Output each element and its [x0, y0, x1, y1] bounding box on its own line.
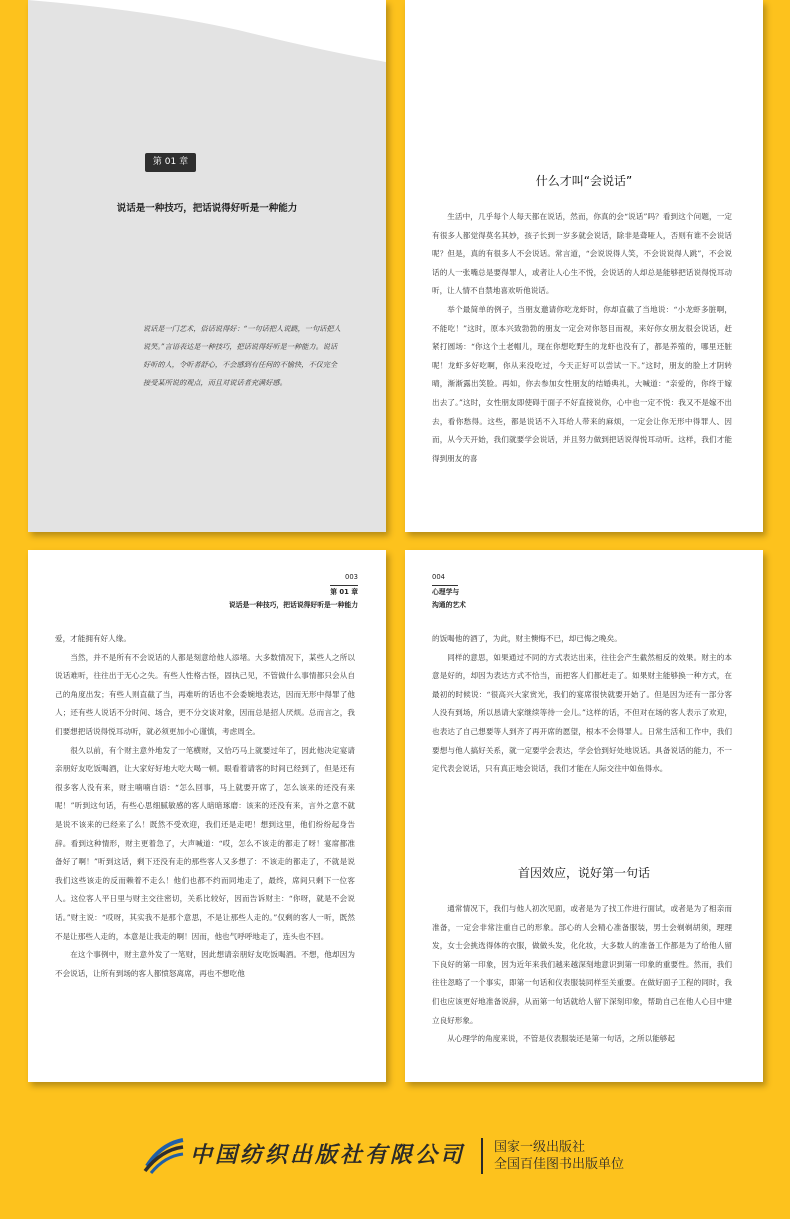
paragraph: 很久以前，有个财主意外地发了一笔横财，又恰巧马上就要过年了，因此他决定宴请亲朋好友吃饭喝酒，让大家好好地大吃大喝一顿。眼看着请客的时间已经到了，但是还有很多客人没有来，财主喃喃自语：“怎么回事，马上就要开席了，怎么该来的还没有来呢！”听到这句话，有些心思细腻敏感的客人暗暗琢磨：该来的还没有来，言外之意不就是说不该来的已经来了么！既然不受欢迎，我们还是走吧！想到这里，他们纷纷起身告辞。看到这种情形，财主更着急了，大声喊道：“哎，怎么不该走的都走了呀！宴席都准备好了啊！”听到这话，剩下还没有走的那些客人又多想了：不该走的都走了，不就是说我们这些该走的反而赖着不走么！他们也都不约而同地走了，最终，席间只剩下一位客人。这位客人平日里与财主交往密切，关系比较好，因而告诉财主：“你呀，就是不会说话。”财主说：“哎呀，其实我不是那个意思，不是让那些人走的。”仅剩的客人一听，既然不是让那些人走的，本意是让我走的啊！因而，他也气呼呼地走了，连头也不回。: [55, 745, 355, 941]
footer-divider: [481, 1138, 483, 1174]
header-line-2: 沟通的艺术: [432, 601, 466, 609]
paragraph: 同样的意思，如果通过不同的方式表达出来，往往会产生截然相反的效果。财主的本意是好的，却因为表达方式不恰当，而把客人们都赶走了。如果财主能够换一种方式，在最初的时候说：“很高兴大家赏光，我们的宴席很快就要开始了。但是因为还有一部分客人没有到场，所以恳请大家继续等待一会儿。”这样的话，不但对在场的客人表示了欢迎，也表达了自己想要等人到齐了再开席的愿望，根本不会得罪人。日常生活和工作中，我们要想与他人搞好关系，就一定要学会表达，学会恰到好处地说话。具备说话的能力，不一定代表会说话，只有真正地会说话，我们才能在人际交往中如鱼得水。: [432, 652, 732, 774]
paragraph: 当然，并不是所有不会说话的人都是刻意给他人添堵。大多数情况下，某些人之所以说话难听，往往出于无心之失。有些人性格古怪，固执己见，不管做什么事情都只会从自己的角度出发；有些人则直截了当，再难听的话也不会委婉地表达，因而无形中得罪了他人；还有些人说话不分时间、场合，更不分交谈对象，因而总是招人厌烦。总而言之，我们要想把话说得悦耳动听，就必须更加小心谨慎，考虑周全。: [55, 652, 355, 736]
page-body: [55, 630, 355, 983]
paragraph: 通常情况下，我们与他人初次见面，或者是为了找工作进行面试，或者是为了相亲而准备，一定会非常注重自己的形象。部心的人会精心准备服装，男士会剃剃胡须，理理发，女士会挑选得体的衣服，做做头发，化化妆，大多数人的准备工作都是为了给他人留下良好的第一印象，因为近年来我们越来越深刻地意识到第一印象的重要性。然而，我们往往忽略了一个事实，即第一句话和仪表服装同样至关重要。在做好面子工程的同时，我们也应该更好地准备说辞，从而第一句话就给人留下深刻印象，帮助自己在他人心目中建立良好形象。: [432, 904, 732, 1025]
chapter-intro: 说话是一门艺术，俗话说得好：“一句话把人说跳，一句话把人说笑。”言语表达是一种技巧，把话说得好听是一种能力。说话好听的人，令听者舒心，不会感到有任何的不愉快，不仅完全接受某所说的观点，而且对说话者充满好感。: [143, 324, 341, 387]
section-title: 什么才叫“会说话”: [535, 174, 633, 188]
chapter-cover-page: [28, 0, 386, 532]
page-number: 003: [330, 571, 358, 586]
publisher-footer: [0, 1130, 790, 1190]
page-number: 004: [432, 571, 458, 586]
publisher-slogan: [494, 1139, 624, 1173]
page-body: [432, 208, 732, 468]
header-chapter-title: 说话是一种技巧，把话说得好听是一种能力: [228, 601, 358, 609]
paragraph: 爱，才能拥有好人缘。: [55, 634, 131, 643]
paragraph: 举个最简单的例子，当朋友邀请你吃龙虾时，你却直截了当地说：“小龙虾多脏啊，不能吃！”这时，原本兴致勃勃的朋友一定会对你怒目而视，来好你女朋友很会说话，赶紧打圆场：“你这个土老帽儿，现在你想吃野生的龙虾也没有了，都是养殖的，哪里还脏呢！龙虾多好吃啊，你从来没吃过，今天正好可以尝试一下。”这时，朋友的脸上才阴转晴，渐渐露出笑脸。再如，你去参加女性朋友的结婚典礼，大喊道：“亲爱的，你终于嫁出去了。”这时，女性朋友即使碍于面子不好直接说你，心中也一定不悦：我又不是嫁不出去，看你愁得。这些，都是说话不入耳给人带来的麻烦，一定会让你无形中得罪人、因而，从今天开始，我们就要学会说话，并且努力做到把话说得悦耳动听。这样，我们才能得到朋友的喜: [432, 304, 732, 463]
paragraph: 的饭喝他的酒了，为此，财主懊悔不已，却已悔之晚矣。: [432, 634, 622, 643]
page-body-top: [432, 630, 732, 779]
section-title: 首因效应，说好第一句话: [517, 866, 650, 880]
chapter-title: 说话是一种技巧，把话说得好听是一种能力: [116, 203, 298, 214]
text-page-2: [405, 0, 763, 532]
running-header: [432, 571, 466, 612]
text-page-4: [405, 550, 763, 1082]
page-body-bottom: [432, 900, 732, 1049]
paragraph: 从心理学的角度来说，不管是仪表服装还是第一句话，之所以能够起: [447, 1034, 675, 1044]
page-curl-decoration: [28, 0, 386, 62]
chapter-badge: 第 01 章: [145, 153, 196, 172]
paragraph: 生活中，几乎每个人每天都在说话，然而，你真的会“说话”吗？看到这个问题，一定有很多人都觉得莫名其妙，孩子长到一岁多就会说话，除非是聋哑人，否则有谁不会说话呢？但是，真的有很多人不会说话。常言道，“会说说得人笑，不会说说得人跳”，不会说话的人一张嘴总是要得罪人，或者让人心生不悦，会说话的人却总是能够把话说得悦耳动听，让人情不自禁地喜欢听他说话。: [432, 212, 732, 296]
running-header: [229, 571, 358, 612]
paragraph: 在这个事例中，财主意外发了一笔财，因此想请亲朋好友吃饭喝酒。不想，他却因为不会说话，让所有到场的客人都愤怒离席，再也不想吃他: [55, 950, 355, 978]
header-chapter: 第 01 章: [330, 588, 358, 596]
publisher-logo-icon: [143, 1136, 185, 1174]
header-line-1: 心理学与: [432, 588, 460, 596]
slogan-line-1: 国家一级出版社: [494, 1140, 586, 1155]
publisher-name: 中国纺织出版社有限公司: [190, 1142, 466, 1168]
text-page-3: [28, 550, 386, 1082]
slogan-line-2: 全国百佳图书出版单位: [494, 1157, 625, 1172]
